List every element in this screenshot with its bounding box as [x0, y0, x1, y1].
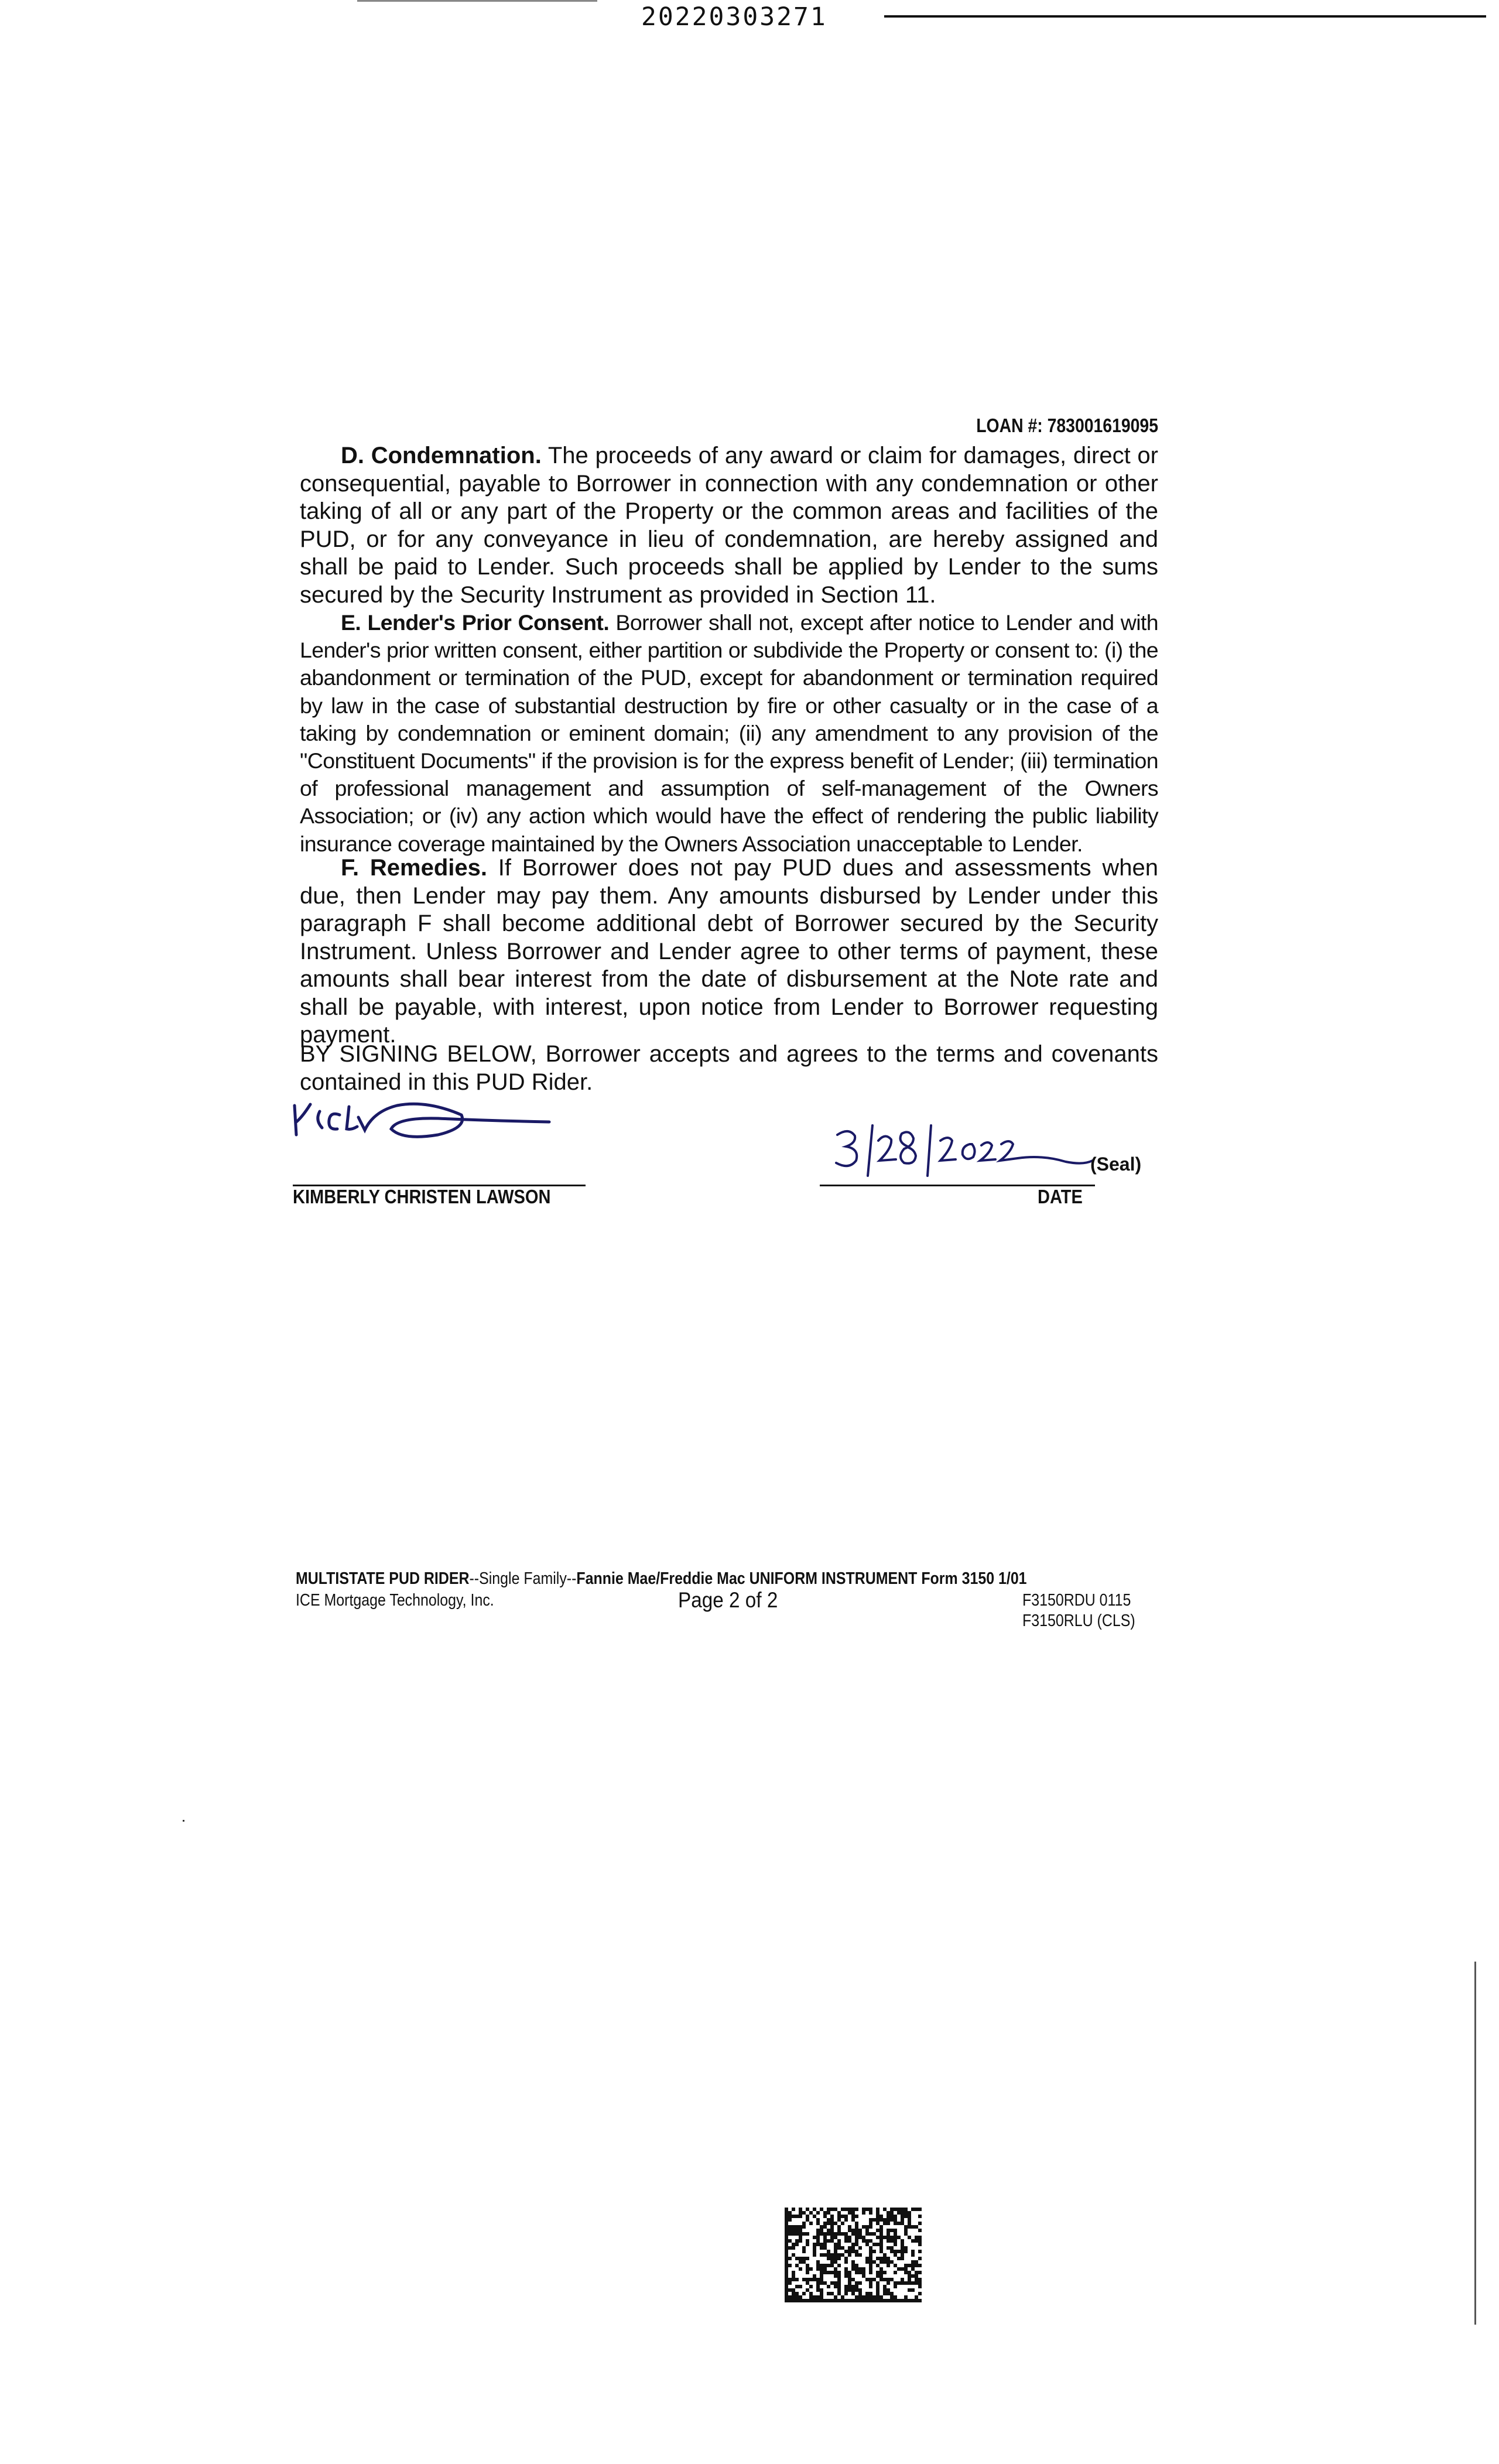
remedies-heading: F. Remedies.: [341, 855, 487, 881]
form-title-bold2: Fannie Mae/Freddie Mac UNIFORM INSTRUMENT Form 3150 1/01: [576, 1569, 1027, 1588]
2d-barcode-icon: [785, 2208, 924, 2304]
loan-number: LOAN #: 783001619095: [976, 415, 1158, 436]
form-company: ICE Mortgage Technology, Inc.: [296, 1591, 494, 1610]
form-title-bold: MULTISTATE PUD RIDER: [296, 1569, 470, 1588]
consent-heading: E. Lender's Prior Consent.: [341, 610, 610, 635]
remedies-paragraph: [300, 854, 1158, 1049]
date-label: DATE: [1038, 1186, 1083, 1207]
condemnation-paragraph: [300, 442, 1158, 609]
form-code-2: F3150RLU (CLS): [1022, 1611, 1135, 1630]
form-code-1: F3150RDU 0115: [1022, 1591, 1131, 1610]
scan-speck: [183, 1820, 184, 1822]
form-title: [296, 1569, 1027, 1589]
consent-text: Borrower shall not, except after notice to Lender and with Lender's prior written consent, either partition or subdivide the Property or consent to: (i) the abandonment or termination of the PUD, except for abandonment or termination required by law in the case of substantial destruction by fire or other casualty or in the case of a taking by condemnation or eminent domain; (ii) any amendment to any provision of the "Constituent Documents" if the provision is for the express benefit of Lender; (iii) termination of professional management and assumption of self-management of the Owners Association; or (iv) any action which would have the effect of rendering the public liability insurance coverage maintained by the Owners Association unacceptable to Lender.: [300, 610, 1158, 856]
form-title-mid: --Single Family--: [469, 1569, 577, 1588]
seal-label: (Seal): [1090, 1154, 1142, 1175]
top-left-rule: [357, 0, 597, 2]
top-right-rule: [884, 15, 1486, 18]
signing-statement: BY SIGNING BELOW, Borrower accepts and agrees to the terms and covenants contained in this PUD Rider.: [300, 1041, 1158, 1095]
borrower-signature: [286, 1094, 660, 1182]
page-number: Page 2 of 2: [678, 1588, 778, 1612]
condemnation-text: The proceeds of any award or claim for damages, direct or consequential, payable to Borrower in connection with any condemnation or other taking of all or any part of the Property or the common areas and facilities of the PUD, or for any conveyance in lieu of condemnation, are hereby assigned and shall be paid to Lender. Such proceeds shall be applied by Lender to the sums secured by the Security Instrument as provided in Section 11.: [300, 443, 1158, 608]
handwritten-date: [831, 1124, 1101, 1177]
consent-paragraph: [300, 609, 1158, 858]
document-number: 20220303271: [641, 2, 827, 32]
scan-edge-line: [1474, 1962, 1476, 2325]
remedies-text: If Borrower does not pay PUD dues and assessments when due, then Lender may pay them. Any amounts disbursed by Lender under this paragraph F shall become additional debt of Borrower secured by the Security Instrument. Unless Borrower and Lender agree to other terms of payment, these amounts shall bear interest from the date of disbursement at the Note rate and shall be payable, with interest, upon notice from Lender to Borrower requesting payment.: [300, 855, 1158, 1048]
borrower-name: KIMBERLY CHRISTEN LAWSON: [293, 1186, 551, 1207]
condemnation-heading: D. Condemnation.: [341, 443, 542, 468]
